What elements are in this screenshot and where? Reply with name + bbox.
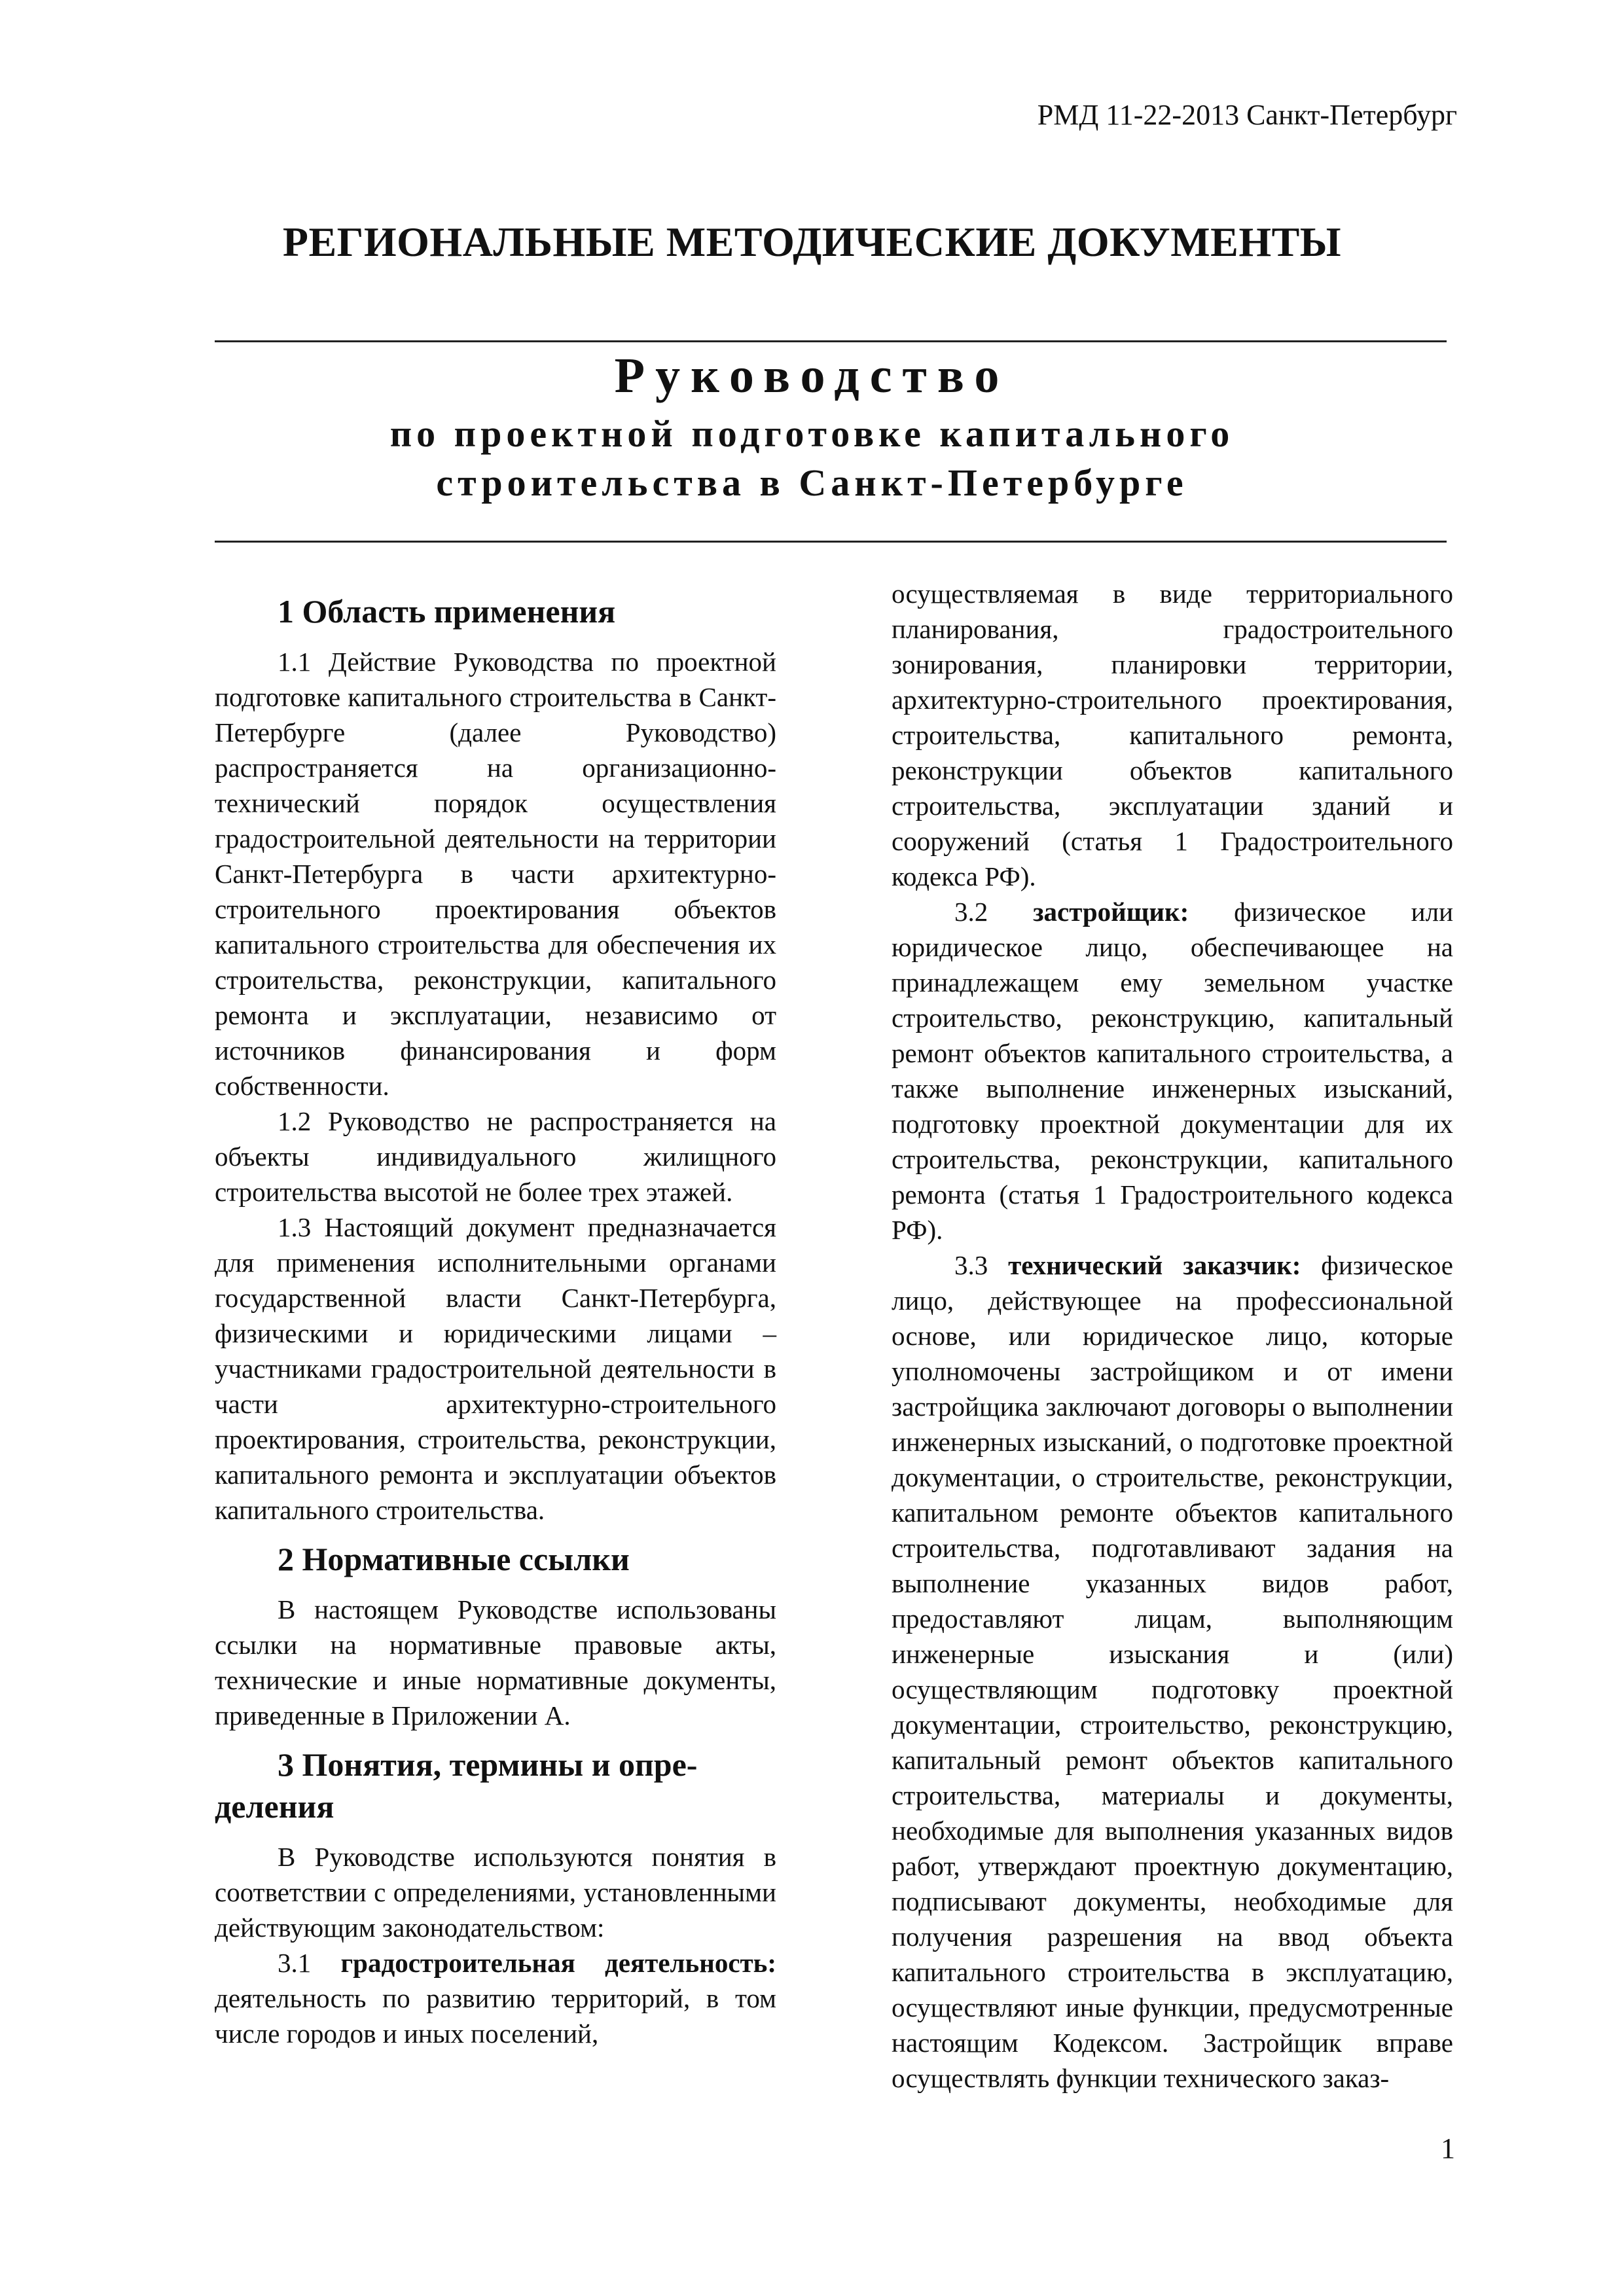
paragraph-3-1-text: деятельность по развитию территорий, в том числе городов и иных поселений, [215, 1983, 776, 2049]
term-zastroyshchik: застройщик: [1033, 897, 1189, 927]
section-3-heading-line-1: 3 Понятия, термины и опре- [278, 1746, 698, 1783]
paragraph-3-3-text: физическое лицо, действующее на профессиональной основе, или юридическое лицо, которые уполномочены застройщиком и от имени застройщика заключают договоры о выполнении инженерных изысканий, о подготовке проектной документации, о строительстве, реконструкции, капитальном ремонте объектов капитального строительства, подготавливают задания на выполнение указанных видов работ, предоставляют лицам, выполняющим инженерные изыскания и (или) осуществляющим подготовку проектной документации, строительство, реконструкцию, капитальный ремонт объектов капитального строительства, материалы и документы, необходимые для выполнения указанных видов работ, утверждают проектную документацию, подписывают документы, необходимые для получения разрешения на ввод объекта капитального строительства в эксплуатацию, осуществляют иные функции, предусмотренные настоящим Кодексом. Застройщик вправе осуществлять функции технического заказ- [892, 1250, 1453, 2093]
paragraph-2: В настоящем Руководстве использованы ссылки на нормативные правовые акты, технические и иные нормативные документы, приведенные в Приложении А. [215, 1594, 776, 1731]
paragraph-3-2-text: физическое или юридическое лицо, обеспечивающее на принадлежащем ему земельном участке строительство, реконструкцию, капитальный ремонт объектов капитального строительства, а также выполнение инженерных изысканий, подготовку проектной документации для их строительства, реконструкции, капитального ремонта (статья 1 Градостроительного кодекса РФ). [892, 897, 1454, 1245]
paragraph-3-1 [215, 1945, 776, 2051]
document-code: РМД 11-22-2013 Санкт-Петербург [1037, 99, 1457, 131]
series-title: РЕГИОНАЛЬНЫЕ МЕТОДИЧЕСКИЕ ДОКУМЕНТЫ [282, 219, 1342, 265]
term-gradostroitelnaya-deyatelnost: градостроительная деятельность: [340, 1948, 776, 1978]
title-divider-top [215, 340, 1447, 342]
title-divider-bottom [215, 541, 1447, 543]
section-3-heading-line-2: деления [215, 1788, 334, 1825]
section-1-heading: 1 Область применения [278, 593, 616, 630]
paragraph-3-2-number: 3.2 [954, 897, 988, 927]
paragraph-3-intro: В Руководстве используются понятия в соответствии с определениями, установленными действующим законодательством: [215, 1842, 776, 1943]
right-column [892, 576, 1453, 2096]
paragraph-3-2 [892, 894, 1453, 1247]
section-2-heading: 2 Нормативные ссылки [278, 1541, 630, 1577]
term-tekhnicheskiy-zakazchik: технический заказчик: [1008, 1250, 1301, 1280]
left-column [215, 576, 776, 2051]
paragraph-1-1: 1.1 Действие Руководства по проектной подготовке капитального строительства в Санкт-Петербурге (далее Руководство) распространяется на организационно-технический порядок осуществления градостроительной деятельности на территории Санкт-Петербурга в части архитектурно-строительного проектирования объектов капитального строительства для обеспечения их строительства, реконструкции, капитального ремонта и эксплуатации, независимо от источников финансирования и форм собственности. [215, 647, 776, 1101]
paragraph-3-3 [892, 1247, 1453, 2096]
page-number: 1 [1441, 2132, 1455, 2164]
document-subtitle-line-1: по проектной подготовке капитального [389, 412, 1235, 455]
document-title: Руководство [614, 348, 1010, 403]
document-subtitle-line-2: строительства в Санкт-Петербурге [436, 461, 1188, 504]
paragraph-1-2: 1.2 Руководство не распространяется на объекты индивидуального жилищного строительства высотой не более трех этажей. [215, 1106, 776, 1207]
paragraph-3-1-number: 3.1 [278, 1948, 312, 1978]
paragraph-3-3-number: 3.3 [954, 1250, 988, 1280]
paragraph-1-3: 1.3 Настоящий документ предназначается для применения исполнительными органами государственной власти Санкт-Петербурга, физическими и юридическими лицами – участниками градостроительной деятельности в части архитектурно-строительного проектирования, строительства, реконструкции, капитального ремонта и эксплуатации объектов капитального строительства. [215, 1212, 776, 1525]
paragraph-3-1-continued: осуществляемая в виде территориального планирования, градостроительного зонирования, планировки территории, архитектурно-строительного проектирования, строительства, капитального ремонта, реконструкции объектов капитального строительства, эксплуатации зданий и сооружений (статья 1 Градостроительного кодекса РФ). [892, 579, 1453, 891]
